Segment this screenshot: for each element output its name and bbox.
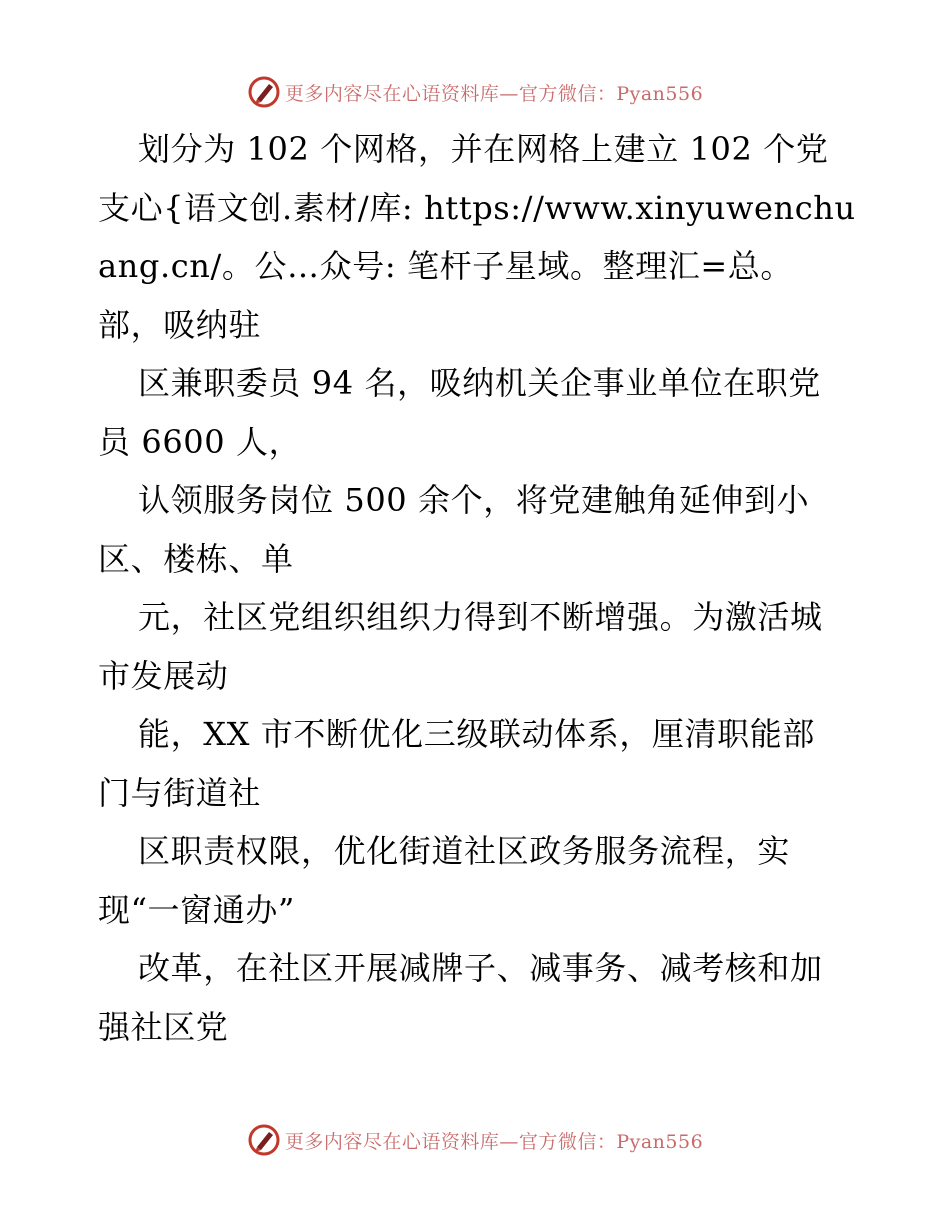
- text-line: ang.cn/。公…众号: 笔杆子星域。整理汇=总。: [98, 247, 794, 285]
- document-body: [98, 120, 858, 1056]
- header-banner-text: 更多内容尽在心语资料库—官方微信：Pyan556: [284, 82, 704, 105]
- text-line: 划分为 102 个网格，并在网格上建立 102 个党: [138, 130, 829, 168]
- text-line: 认领服务岗位 500 余个，将党建触角延伸到小: [138, 481, 810, 519]
- text-line: 区职责权限，优化街道社区政务服务流程，实: [138, 832, 791, 870]
- footer-banner-text: 更多内容尽在心语资料库—官方微信：Pyan556: [284, 1130, 704, 1153]
- text-line: 能，XX 市不断优化三级联动体系，厘清职能部: [138, 715, 815, 753]
- text-line: 门与街道社: [98, 773, 262, 812]
- text-line: 强社区党: [98, 1007, 229, 1046]
- text-line: 员 6600 人，: [98, 422, 302, 461]
- text-line: 部，吸纳驻: [98, 305, 262, 344]
- pen-logo-icon: [247, 75, 281, 109]
- text-line: 改革，在社区开展减牌子、减事务、减考核和加: [138, 949, 823, 987]
- text-line: 元，社区党组织组织力得到不断增强。为激活城: [138, 598, 823, 636]
- footer-banner: [0, 1120, 950, 1160]
- text-line: 现“一窗通办”: [98, 890, 295, 929]
- text-line: 支心{语文创.素材/库: https://www.xinyuwenchu: [98, 188, 856, 227]
- text-line: 区、楼栋、单: [98, 539, 294, 578]
- pen-logo-icon: [247, 1123, 281, 1157]
- text-line: 市发展动: [98, 656, 229, 695]
- header-banner: [0, 72, 950, 112]
- text-line: 区兼职委员 94 名，吸纳机关企事业单位在职党: [138, 364, 821, 402]
